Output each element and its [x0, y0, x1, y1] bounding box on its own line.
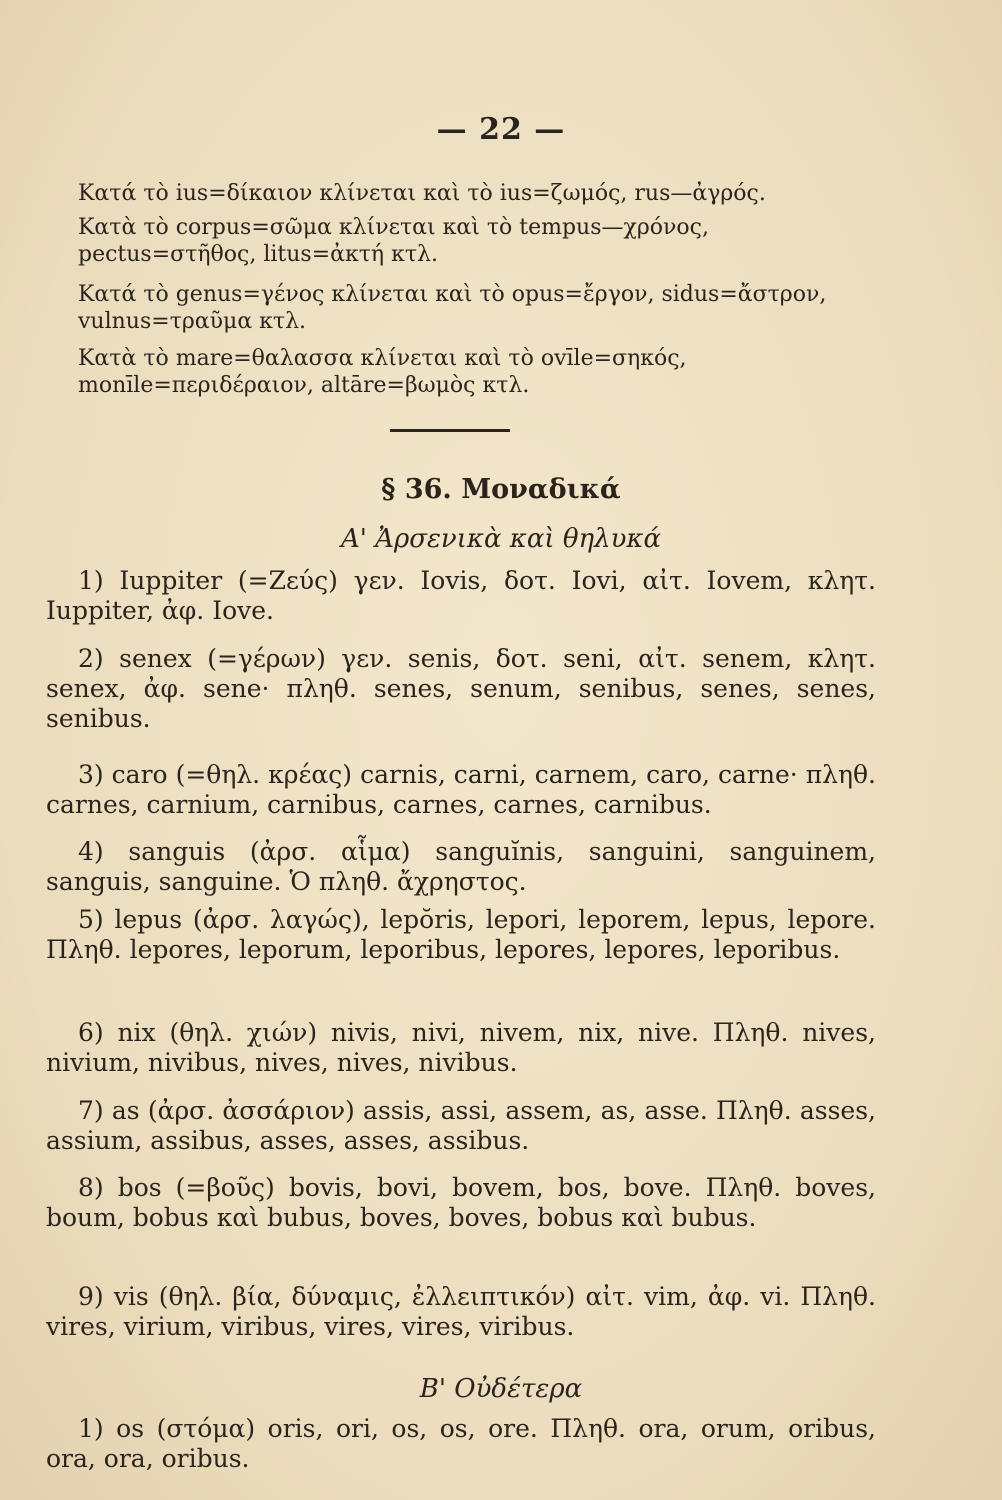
- entry: 9) vis (θηλ. βία, δύναμις, ἐλλειπτικόν) αἰτ. vim, ἀφ. vi. Πληθ. vires, virium, viribus, vires, vires, viribus.: [46, 1282, 876, 1341]
- entry: 6) nix (θηλ. χιών) nivis, nivi, nivem, nix, nive. Πληθ. nives, nivium, nivibus, nives, nives, nivibus.: [46, 1018, 876, 1077]
- subsection-heading-b: Β' Οὐδέτερα: [419, 1374, 583, 1404]
- intro-line: Κατὰ τὸ corpus=σῶμα κλίνεται καὶ τὸ tempus—χρόνος, pectus=στῆθος, litus=ἀκτή κτλ.: [78, 215, 709, 267]
- entry: 1) os (στόμα) oris, ori, os, os, ore. Πληθ. ora, orum, oribus, ora, ora, oribus.: [46, 1414, 876, 1473]
- entry: 8) bos (=βοῦς) bovis, bovi, bovem, bos, bove. Πληθ. boves, boum, bobus καὶ bubus, boves, boves, bobus καὶ bubus.: [46, 1173, 876, 1232]
- entry: 5) lepus (ἀρσ. λαγώς), lepŏris, lepori, leporem, lepus, lepore. Πληθ. lepores, leporum, leporibus, lepores, lepores, leporibus.: [46, 905, 876, 964]
- entry: 3) caro (=θηλ. κρέας) carnis, carni, carnem, caro, carne· πληθ. carnes, carnium, carnibus, carnes, carnes, carnibus.: [46, 760, 876, 819]
- divider-rule: [390, 429, 510, 432]
- page-number: — 22 —: [436, 112, 566, 147]
- section-heading: § 36. Μοναδικά: [381, 474, 621, 505]
- subsection-heading-a: Α' Ἀρσενικὰ καὶ θηλυκά: [340, 524, 661, 554]
- intro-line: Κατὰ τὸ mare=θαλασσα κλίνεται καὶ τὸ ovīle=σηκός, monīle=περιδέραιον, altāre=βωμὸς κτλ.: [78, 346, 687, 398]
- intro-line: Κατά τὸ ius=δίκαιον κλίνεται καὶ τὸ ius=ζωμός, rus—ἀγρός.: [78, 181, 766, 206]
- entry: 4) sanguis (ἀρσ. αἷμα) sanguĭnis, sanguini, sanguinem, sanguis, sanguine. Ὁ πληθ. ἄχρηστος.: [46, 837, 876, 896]
- intro-line: Κατά τὸ genus=γένος κλίνεται καὶ τὸ opus=ἔργον, sidus=ἄστρον, vulnus=τραῦμα κτλ.: [78, 282, 827, 334]
- entry: 2) senex (=γέρων) γεν. senis, δοτ. seni, αἰτ. senem, κλητ. senex, ἀφ. sene· πληθ. senes, senum, senibus, senes, senes, senibus.: [46, 644, 876, 733]
- entry: 1) Iuppiter (=Ζεύς) γεν. Iovis, δοτ. Iovi, αἰτ. Iovem, κλητ. Iuppiter, ἀφ. Iove.: [46, 566, 876, 625]
- entry: 7) as (ἀρσ. ἀσσάριον) assis, assi, assem, as, asse. Πληθ. asses, assium, assibus, asses, asses, assibus.: [46, 1096, 876, 1155]
